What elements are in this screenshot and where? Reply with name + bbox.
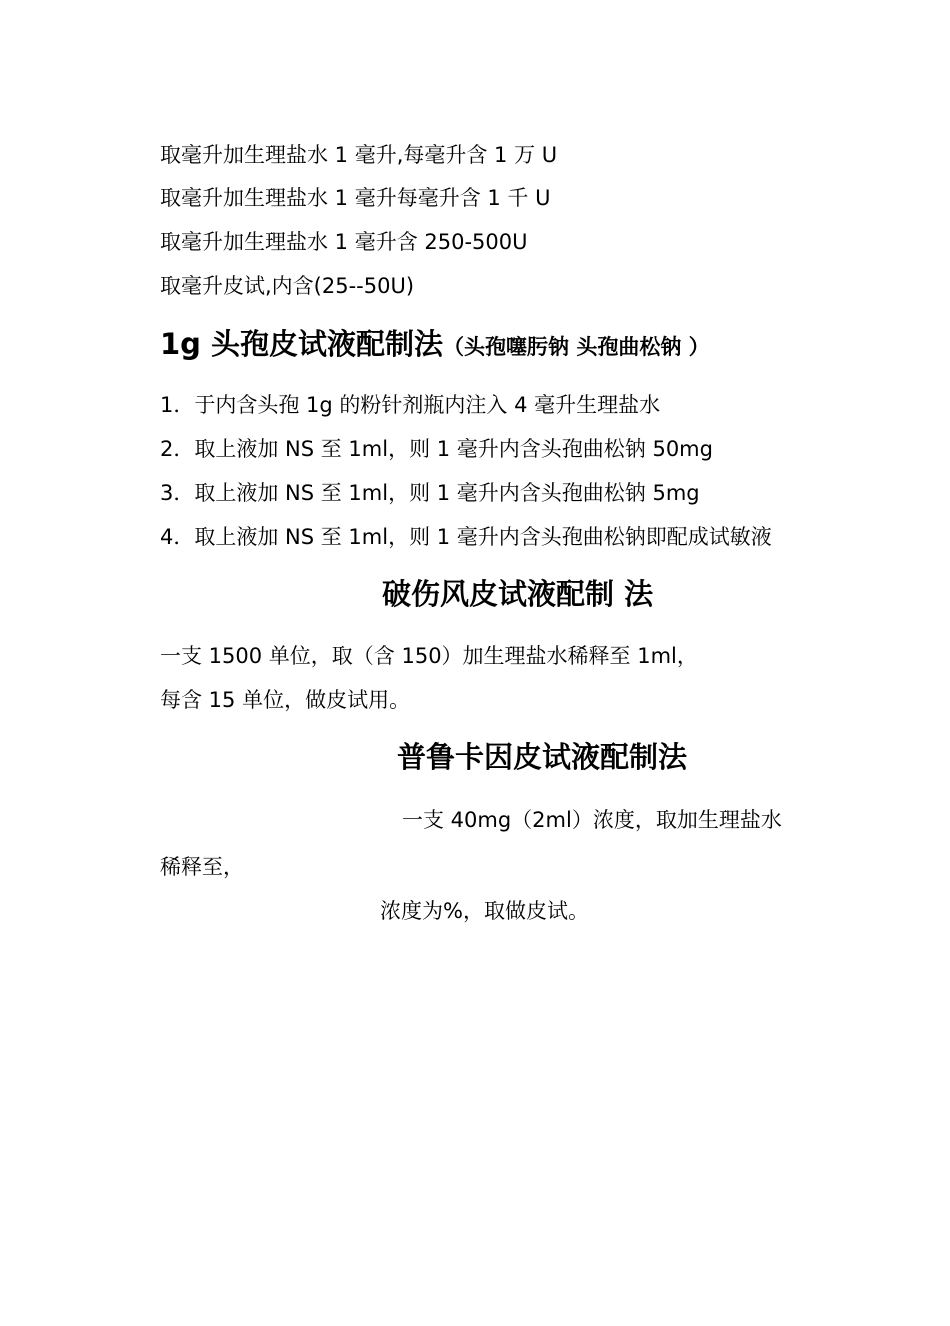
tetanus-heading: 破伤风皮试液配制 法 — [382, 577, 654, 611]
cephalosporin-title-sub: （头孢噻肟钠 头孢曲松钠 ） — [443, 335, 710, 359]
procaine-line-3: 浓度为%，取做皮试。 — [380, 899, 589, 923]
tetanus-line-1: 一支 1500 单位，取（含 150）加生理盐水稀释至 1ml， — [160, 644, 698, 668]
intro-line-3: 取毫升加生理盐水 1 毫升含 250-500U — [160, 230, 528, 254]
procaine-line-2: 稀释至， — [160, 855, 244, 879]
intro-line-2: 取毫升加生理盐水 1 毫升每毫升含 1 千 U — [160, 186, 551, 210]
cephalosporin-heading — [160, 327, 710, 364]
procaine-line-1: 一支 40mg（2ml）浓度，取加生理盐水 — [402, 808, 782, 832]
cephalosporin-title-main: 1g 头孢皮试液配制法 — [160, 327, 444, 361]
tetanus-line-2: 每含 15 单位，做皮试用。 — [160, 688, 411, 712]
cephalosporin-step-3: 3．取上液加 NS 至 1ml，则 1 毫升内含头孢曲松钠 5mg — [160, 481, 700, 505]
intro-line-1: 取毫升加生理盐水 1 毫升,每毫升含 1 万 U — [160, 143, 558, 167]
cephalosporin-step-1: 1．于内含头孢 1g 的粉针剂瓶内注入 4 毫升生理盐水 — [160, 393, 661, 417]
cephalosporin-step-4: 4．取上液加 NS 至 1ml，则 1 毫升内含头孢曲松钠即配成试敏液 — [160, 525, 772, 549]
cephalosporin-step-2: 2．取上液加 NS 至 1ml，则 1 毫升内含头孢曲松钠 50mg — [160, 437, 713, 461]
intro-line-4: 取毫升皮试,内含(25--50U) — [160, 274, 415, 298]
procaine-heading: 普鲁卡因皮试液配制法 — [397, 740, 688, 774]
